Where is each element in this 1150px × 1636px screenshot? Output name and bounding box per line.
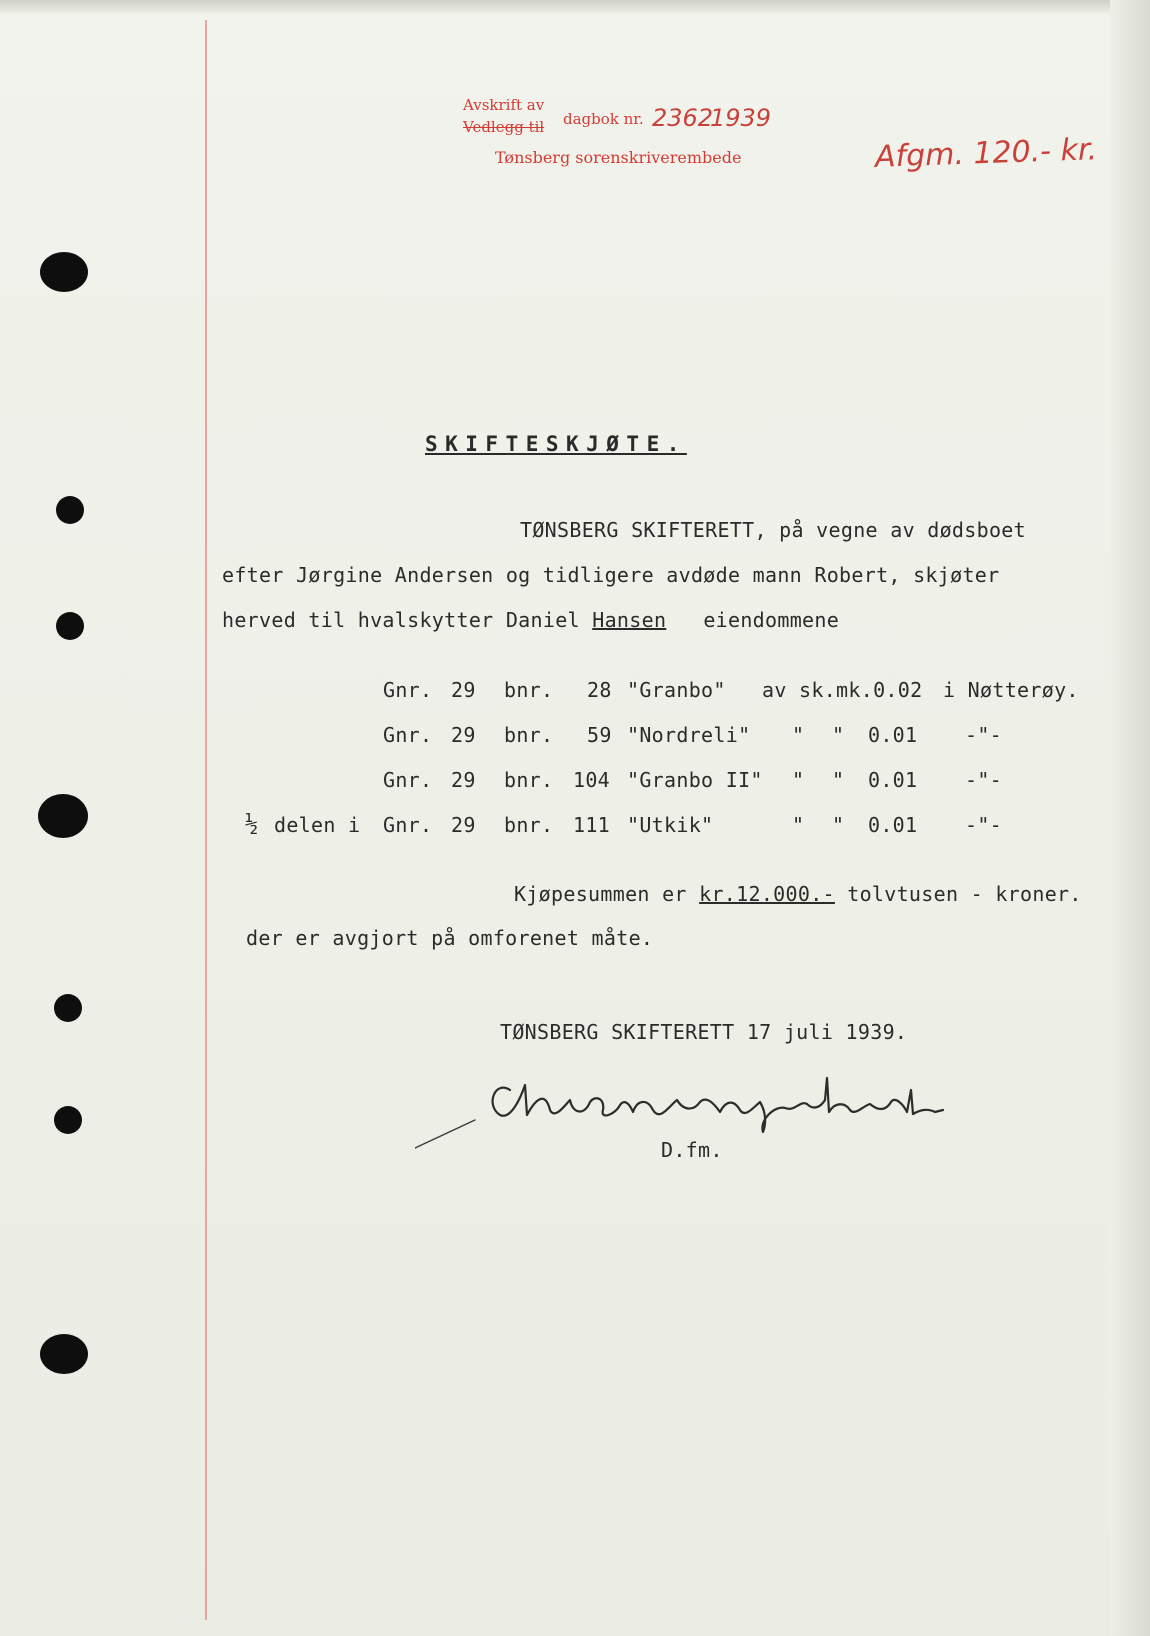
stamp-vedlegg: Vedlegg til xyxy=(463,118,545,136)
property-skmk: 0.01 xyxy=(868,768,918,792)
property-bnr: 111 xyxy=(573,813,611,837)
property-ditto: " xyxy=(792,813,805,837)
scan-edge-right xyxy=(1110,0,1150,1636)
property-skmk: 0.01 xyxy=(868,723,918,747)
signoff: D.fm. xyxy=(661,1138,723,1162)
dateline: TØNSBERG SKIFTERETT 17 juli 1939. xyxy=(500,1020,908,1044)
property-ditto: " xyxy=(792,723,805,747)
red-margin-line xyxy=(205,20,207,1620)
property-bnr: 104 xyxy=(573,768,611,792)
property-bnr-label: bnr. xyxy=(504,723,554,747)
property-gnr-label: Gnr. xyxy=(383,813,433,837)
stamp-office: Tønsberg sorenskriverembede xyxy=(495,148,742,167)
handwritten-signature xyxy=(415,1060,975,1150)
punch-hole xyxy=(38,794,88,838)
fee-note: Afgm. 120.- kr. xyxy=(874,132,1098,175)
property-skmk: av sk.mk.0.02 xyxy=(762,678,923,702)
property-name: "Granbo" xyxy=(627,678,726,702)
punch-hole xyxy=(40,252,88,292)
punch-hole xyxy=(40,1334,88,1374)
stamp-avskrift: Avskrift av xyxy=(463,96,545,114)
scan-edge-top xyxy=(0,0,1150,14)
stamp-year: 1939 xyxy=(710,104,772,132)
property-ditto: " xyxy=(832,723,845,747)
paragraph1-line3-end: eiendommene xyxy=(703,608,840,632)
buyer-surname: Hansen xyxy=(592,608,667,632)
purchase-sum-amount: kr.12.000.- xyxy=(699,882,835,906)
property-name: "Utkik" xyxy=(627,813,714,837)
property-gnr-label: Gnr. xyxy=(383,768,433,792)
property-gnr-label: Gnr. xyxy=(383,723,433,747)
property-bnr: 28 xyxy=(587,678,612,702)
property-prefix: delen i xyxy=(274,813,361,837)
paragraph1-line3 xyxy=(222,608,839,632)
property-place: -"- xyxy=(965,723,1003,747)
stamp-dagbok-label: dagbok nr. xyxy=(563,110,644,128)
property-skmk: 0.01 xyxy=(868,813,918,837)
punch-hole xyxy=(54,994,82,1022)
paragraph2-line1 xyxy=(514,882,1082,906)
property-name: "Granbo II" xyxy=(627,768,763,792)
paragraph1-line3-start: herved til hvalskytter Daniel xyxy=(222,608,593,632)
stamp-dagbok-number: 2362 xyxy=(652,104,714,132)
property-gnr: 29 xyxy=(451,813,476,837)
property-ditto: " xyxy=(832,768,845,792)
property-ditto: " xyxy=(792,768,805,792)
property-place: -"- xyxy=(965,813,1003,837)
punch-hole xyxy=(56,496,84,524)
property-gnr-label: Gnr. xyxy=(383,678,433,702)
property-fraction: ½ xyxy=(245,812,259,837)
paragraph1-line2: efter Jørgine Andersen og tidligere avdøde mann Robert, skjøter xyxy=(222,563,1000,587)
property-gnr: 29 xyxy=(451,768,476,792)
punch-hole xyxy=(56,612,84,640)
paragraph2-line2: der er avgjort på omforenet måte. xyxy=(246,926,654,950)
paragraph1-line1: TØNSBERG SKIFTERETT, på vegne av dødsboet xyxy=(520,518,1026,542)
property-name: "Nordreli" xyxy=(627,723,751,747)
property-ditto: " xyxy=(832,813,845,837)
property-place: i Nøtterøy. xyxy=(943,678,1079,702)
document-title: SKIFTESKJØTE. xyxy=(425,432,687,456)
property-place: -"- xyxy=(965,768,1003,792)
property-gnr: 29 xyxy=(451,723,476,747)
property-bnr-label: bnr. xyxy=(504,813,554,837)
property-bnr-label: bnr. xyxy=(504,768,554,792)
property-bnr-label: bnr. xyxy=(504,678,554,702)
property-gnr: 29 xyxy=(451,678,476,702)
property-bnr: 59 xyxy=(587,723,612,747)
purchase-sum-label: Kjøpesummen er xyxy=(514,882,700,906)
punch-hole xyxy=(54,1106,82,1134)
purchase-sum-words: tolvtusen - kroner. xyxy=(834,882,1082,906)
